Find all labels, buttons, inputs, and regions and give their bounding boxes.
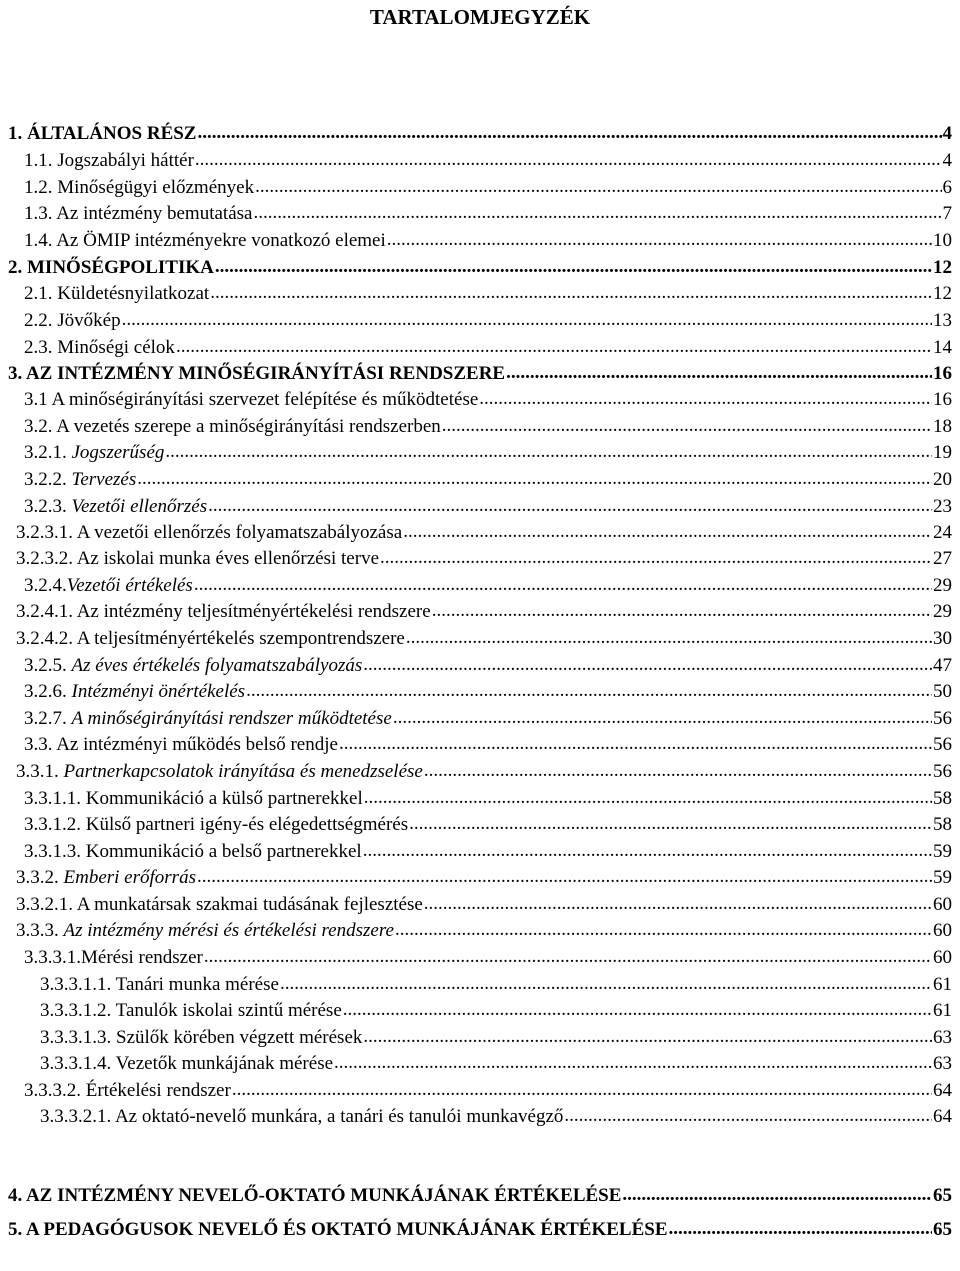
- toc-page-number: 56: [933, 708, 952, 729]
- toc-dot-leader: [280, 972, 932, 996]
- toc-dot-leader: [432, 599, 932, 623]
- toc-dot-leader: [622, 1183, 932, 1207]
- toc-entry-title: ÁLTALÁNOS RÉSZ: [27, 123, 197, 144]
- toc-page-number: 50: [933, 681, 952, 702]
- toc-entry[interactable]: [24, 468, 952, 492]
- toc-entry[interactable]: [24, 654, 952, 678]
- toc-entry-number: 3.3.3.1.3.: [40, 1027, 112, 1048]
- toc-page-number: 20: [933, 469, 952, 490]
- toc-page-number: 16: [933, 363, 952, 384]
- toc-entry[interactable]: [24, 176, 952, 200]
- toc-entry-title: A minőségirányítási szervezet felépítése és működtetése: [51, 389, 479, 410]
- toc-entry-title: Az ÖMIP intézményekre vonatkozó elemei: [56, 230, 386, 251]
- toc-page-number: 13: [933, 310, 952, 331]
- toc-entry[interactable]: [24, 336, 952, 360]
- toc-page-number: 59: [933, 867, 952, 888]
- toc-entry[interactable]: [16, 600, 952, 624]
- toc-page-number: 63: [933, 1027, 952, 1048]
- toc-entry-title: Kommunikáció a külső partnerekkel: [85, 788, 363, 809]
- toc-entry-title: Jogszabályi háttér: [57, 150, 194, 171]
- toc-entry-number: 3.: [8, 363, 23, 384]
- toc-page-number: 12: [933, 257, 952, 278]
- toc-entry-number: 1.3.: [24, 203, 53, 224]
- toc-entry-title: Értékelési rendszer: [85, 1080, 231, 1101]
- toc-entry-label: [24, 282, 209, 306]
- toc-entry-title: Tervezés: [71, 469, 137, 490]
- toc-entry-title: A minőségirányítási rendszer működtetése: [71, 708, 392, 729]
- toc-page-number: 56: [933, 761, 952, 782]
- toc-entry[interactable]: [24, 229, 952, 253]
- toc-entry-title: Tanári munka mérése: [115, 974, 279, 995]
- toc-entry[interactable]: [16, 919, 952, 943]
- toc-dot-leader: [380, 546, 932, 570]
- toc-entry-label: [24, 495, 207, 519]
- toc-entry[interactable]: [16, 760, 952, 784]
- toc-page-number: 23: [933, 496, 952, 517]
- toc-entry-title: A vezetés szerepe a minőségirányítási rendszerben: [56, 416, 441, 437]
- toc-entry-number: 3.3.2.: [16, 867, 59, 888]
- toc-entry[interactable]: [24, 309, 952, 333]
- toc-entry-number: 1.4.: [24, 230, 53, 251]
- toc-entry-number: 3.3.3.1.4.: [40, 1053, 112, 1074]
- toc-dot-leader: [208, 494, 932, 518]
- toc-entry-number: 3.2.1.: [24, 442, 67, 463]
- toc-entry[interactable]: [24, 282, 952, 306]
- toc-entry-number: 3.2.6.: [24, 681, 67, 702]
- toc-dot-leader: [506, 361, 932, 385]
- toc-entry[interactable]: [24, 149, 952, 173]
- toc-entry-title: Az intézményi működés belső rendje: [56, 734, 338, 755]
- toc-entry-title: Mérési rendszer: [81, 947, 203, 968]
- toc-entry-label: [16, 866, 196, 890]
- toc-entry-number: 2.3.: [24, 337, 53, 358]
- toc-dot-leader: [232, 1078, 932, 1102]
- toc-page-number: 14: [933, 337, 952, 358]
- toc-entry[interactable]: [24, 574, 952, 598]
- toc-entry-number: 3.2.3.2.: [16, 548, 73, 569]
- toc-entry-number: 3.2.4.1.: [16, 601, 73, 622]
- toc-entry[interactable]: [40, 973, 952, 997]
- toc-entry-number: 3.3.2.1.: [16, 894, 73, 915]
- toc-dot-leader: [215, 255, 932, 279]
- toc-dot-leader: [387, 228, 932, 252]
- toc-entry-title: Partnerkapcsolatok irányítása és menedzselése: [63, 761, 423, 782]
- toc-dot-leader: [210, 281, 932, 305]
- toc-entry-number: 3.2.3.: [24, 496, 67, 517]
- toc-entry-title: Minőségi célok: [57, 337, 175, 358]
- toc-entry-label: [24, 787, 363, 811]
- toc-entry-label: [16, 521, 402, 545]
- toc-entry[interactable]: [24, 495, 952, 519]
- toc-entry[interactable]: [40, 999, 952, 1023]
- toc-dot-leader: [334, 1051, 932, 1075]
- toc-dot-leader: [195, 148, 942, 172]
- toc-page-number: 29: [933, 601, 952, 622]
- toc-dot-leader: [363, 1025, 932, 1049]
- toc-entry[interactable]: [24, 813, 952, 837]
- toc-entry-number: 3.2.2.: [24, 469, 67, 490]
- toc-page-number: 19: [933, 442, 952, 463]
- toc-dot-leader: [424, 759, 932, 783]
- toc-page-number: 58: [933, 788, 952, 809]
- toc-entry-number: 3.3.3.2.1.: [40, 1106, 112, 1127]
- toc-entry-title: Intézményi önértékelés: [71, 681, 246, 702]
- toc-entry-label: [40, 1026, 362, 1050]
- toc-dot-leader: [165, 440, 932, 464]
- toc-entry[interactable]: [40, 1052, 952, 1076]
- toc-entry-title: A munkatársak szakmai tudásának fejlesztése: [76, 894, 423, 915]
- toc-page-number: 47: [933, 655, 952, 676]
- toc-dot-leader: [343, 998, 932, 1022]
- toc-dot-leader: [406, 626, 932, 650]
- toc-entry-label: [24, 1079, 231, 1103]
- toc-dot-leader: [363, 653, 932, 677]
- toc-entry-number: 2.1.: [24, 283, 53, 304]
- toc-entry[interactable]: [16, 893, 952, 917]
- toc-dot-leader: [122, 308, 932, 332]
- toc-entry-title: MINŐSÉGPOLITIKA: [27, 257, 214, 278]
- toc-page-number: 30: [933, 628, 952, 649]
- toc-dot-leader: [176, 335, 932, 359]
- toc-entry-label: [24, 229, 386, 253]
- toc-entry-label: [16, 919, 394, 943]
- toc-dot-leader: [364, 786, 932, 810]
- toc-entry[interactable]: [24, 787, 952, 811]
- toc-entry-number: 2.: [8, 257, 23, 278]
- toc-entry-label: [24, 176, 254, 200]
- toc-entry-number: 3.2.5.: [24, 655, 67, 676]
- toc-entry[interactable]: [16, 521, 952, 545]
- toc-entry-number: 1.2.: [24, 177, 53, 198]
- toc-entry-number: 1.1.: [24, 150, 53, 171]
- toc-entry[interactable]: [16, 547, 952, 571]
- toc-entry-label: [24, 388, 478, 412]
- toc-dot-leader: [255, 175, 941, 199]
- toc-page-number: 18: [933, 416, 952, 437]
- toc-entry-title: Küldetésnyilatkozat: [57, 283, 210, 304]
- toc-entry[interactable]: [8, 122, 952, 146]
- toc-entry-label: [24, 468, 136, 492]
- toc-dot-leader: [194, 573, 932, 597]
- toc-entry[interactable]: [24, 388, 952, 412]
- toc-entry-title: Az oktató-nevelő munkára, a tanári és tanulói munkavégző: [114, 1106, 564, 1127]
- toc-page-number: 24: [933, 522, 952, 543]
- toc-entry-number: 1.: [8, 123, 23, 144]
- toc-entry-title: AZ INTÉZMÉNY NEVELŐ-OKTATÓ MUNKÁJÁNAK ÉRTÉKELÉSE: [25, 1185, 622, 1206]
- toc-page-number: 4: [942, 150, 952, 171]
- toc-page-number: 6: [942, 177, 952, 198]
- toc-entry-label: [16, 547, 379, 571]
- toc-entry-label: [8, 1218, 668, 1242]
- toc-entry[interactable]: [24, 840, 952, 864]
- toc-entry-label: [40, 973, 279, 997]
- toc-entry[interactable]: [8, 1218, 952, 1242]
- toc-dot-leader: [197, 121, 941, 145]
- toc-dot-leader: [253, 201, 941, 225]
- toc-page-number: 64: [933, 1106, 952, 1127]
- toc-entry-label: [24, 707, 392, 731]
- toc-page-number: 56: [933, 734, 952, 755]
- toc-entry-label: [24, 336, 175, 360]
- toc-entry-title: A teljesítményértékelés szempontrendszere: [76, 628, 405, 649]
- toc-entry-number: 3.3.: [24, 734, 53, 755]
- toc-dot-leader: [669, 1217, 932, 1241]
- toc-entry-number: 3.3.3.1.1.: [40, 974, 112, 995]
- toc-entry-number: 3.3.3.1.: [24, 947, 81, 968]
- toc-dot-leader: [424, 892, 932, 916]
- toc-entry-number: 3.2.: [24, 416, 53, 437]
- toc-dot-leader: [564, 1104, 932, 1128]
- toc-dot-leader: [197, 865, 932, 889]
- toc-entry-number: 3.2.4.2.: [16, 628, 73, 649]
- toc-page-number: 27: [933, 548, 952, 569]
- toc-dot-leader: [479, 387, 932, 411]
- toc-entry-title: Minőségügyi előzmények: [57, 177, 255, 198]
- toc-entry-label: [8, 122, 196, 146]
- toc-entry-title: Vezetői értékelés: [66, 575, 193, 596]
- toc-entry[interactable]: [8, 1184, 952, 1208]
- page-title: TARTALOMJEGYZÉK: [369, 5, 591, 29]
- toc-entry-number: 3.3.1.3.: [24, 841, 81, 862]
- toc-page-number: 65: [933, 1219, 952, 1240]
- toc-entry-label: [8, 362, 505, 386]
- toc-entry-title: A vezetői ellenőrzés folyamatszabályozása: [76, 522, 403, 543]
- toc-entry-title: Jogszerűség: [71, 442, 165, 463]
- toc-entry-label: [16, 893, 423, 917]
- toc-entry-number: 3.3.3.: [16, 920, 59, 941]
- toc-entry-title: A PEDAGÓGUSOK NEVELŐ ÉS OKTATÓ MUNKÁJÁNAK ÉRTÉKELÉSE: [25, 1219, 668, 1240]
- toc-dot-leader: [403, 520, 932, 544]
- toc-entry-title: Jövőkép: [57, 310, 121, 331]
- toc-entry-number: 4.: [8, 1185, 23, 1206]
- toc-entry[interactable]: [24, 707, 952, 731]
- toc-entry-label: [24, 415, 441, 439]
- toc-dot-leader: [363, 839, 932, 863]
- toc-page-number: 29: [933, 575, 952, 596]
- toc-page-number: 60: [933, 894, 952, 915]
- toc-page-number: 65: [933, 1185, 952, 1206]
- toc-entry-label: [24, 946, 203, 970]
- toc-page-number: 7: [942, 203, 952, 224]
- toc-entry-title: Az intézmény bemutatása: [56, 203, 253, 224]
- toc-entry-label: [8, 256, 214, 280]
- toc-dot-leader: [339, 732, 932, 756]
- toc-entry-number: 3.3.3.2.: [24, 1080, 81, 1101]
- toc-entry-label: [24, 813, 408, 837]
- toc-page-number: 4: [942, 123, 952, 144]
- toc-entry-title: Tanulók iskolai szintű mérése: [115, 1000, 342, 1021]
- toc-dot-leader: [395, 918, 932, 942]
- toc-entry-title: Szülők körében végzett mérések: [116, 1027, 363, 1048]
- toc-entry-label: [24, 733, 338, 757]
- toc-entry-label: [40, 1105, 563, 1129]
- toc-entry-label: [24, 309, 121, 333]
- toc-entry-title: Az iskolai munka éves ellenőrzési terve: [76, 548, 380, 569]
- toc-entry-number: 3.2.3.1.: [16, 522, 73, 543]
- toc-entry-label: [40, 999, 342, 1023]
- toc-entry-label: [24, 574, 193, 598]
- toc-entry-number: 3.3.3.1.2.: [40, 1000, 112, 1021]
- toc-entry-number: 3.3.1.2.: [24, 814, 81, 835]
- toc-entry-label: [24, 654, 362, 678]
- toc-dot-leader: [246, 679, 932, 703]
- toc-entry-label: [24, 441, 164, 465]
- toc-page-number: 61: [933, 1000, 952, 1021]
- toc-entry[interactable]: [24, 733, 952, 757]
- toc-entry-title: Vezetői ellenőrzés: [71, 496, 208, 517]
- toc-page-number: 60: [933, 947, 952, 968]
- toc-page-number: 60: [933, 920, 952, 941]
- toc-entry[interactable]: [24, 415, 952, 439]
- toc-entry-number: 3.3.1.1.: [24, 788, 81, 809]
- toc-entry[interactable]: [8, 256, 952, 280]
- toc-entry-label: [24, 840, 362, 864]
- toc-page-number: 59: [933, 841, 952, 862]
- toc-dot-leader: [409, 812, 932, 836]
- toc-dot-leader: [204, 945, 932, 969]
- toc-entry-number: 5.: [8, 1219, 23, 1240]
- toc-entry-title: Az éves értékelés folyamatszabályozás: [71, 655, 363, 676]
- toc-page-number: 10: [933, 230, 952, 251]
- toc-entry-label: [24, 202, 252, 226]
- toc-entry-label: [16, 627, 405, 651]
- toc-entry-label: [24, 149, 194, 173]
- toc-entry-number: 3.2.4.: [24, 575, 67, 596]
- toc-entry-title: Emberi erőforrás: [63, 867, 196, 888]
- toc-entry[interactable]: [24, 202, 952, 226]
- toc-entry-number: 2.2.: [24, 310, 53, 331]
- toc-entry-number: 3.2.7.: [24, 708, 67, 729]
- toc-entry-title: AZ INTÉZMÉNY MINŐSÉGIRÁNYÍTÁSI RENDSZERE: [25, 363, 506, 384]
- toc-page-number: 61: [933, 974, 952, 995]
- toc-entry-label: [40, 1052, 333, 1076]
- toc-entry[interactable]: [24, 441, 952, 465]
- toc-page-number: 12: [933, 283, 952, 304]
- toc-entry-label: [24, 680, 245, 704]
- toc-entry-label: [8, 1184, 621, 1208]
- toc-entry[interactable]: [24, 680, 952, 704]
- toc-entry[interactable]: [24, 1079, 952, 1103]
- toc-entry-title: Vezetők munkájának mérése: [115, 1053, 334, 1074]
- toc-entry[interactable]: [40, 1026, 952, 1050]
- toc-entry-title: Kommunikáció a belső partnerekkel: [85, 841, 362, 862]
- toc-entry[interactable]: [24, 946, 952, 970]
- toc-entry-title: Külső partneri igény-és elégedettségmérés: [85, 814, 409, 835]
- toc-dot-leader: [137, 467, 932, 491]
- toc-entry-number: 3.1: [24, 389, 48, 410]
- toc-entry[interactable]: [8, 362, 952, 386]
- toc-dot-leader: [442, 414, 932, 438]
- toc-page-number: 63: [933, 1053, 952, 1074]
- toc-page-number: 16: [933, 389, 952, 410]
- toc-entry-number: 3.3.1.: [16, 761, 59, 782]
- toc-entry[interactable]: [16, 627, 952, 651]
- toc-dot-leader: [393, 706, 932, 730]
- toc-page-number: 64: [933, 1080, 952, 1101]
- toc-entry-label: [16, 600, 431, 624]
- toc-entry-label: [16, 760, 423, 784]
- toc-entry-title: Az intézmény teljesítményértékelési rendszere: [76, 601, 431, 622]
- toc-page-number: 58: [933, 814, 952, 835]
- toc-entry[interactable]: [40, 1105, 952, 1129]
- toc-entry[interactable]: [16, 866, 952, 890]
- toc-entry-title: Az intézmény mérési és értékelési rendszere: [63, 920, 394, 941]
